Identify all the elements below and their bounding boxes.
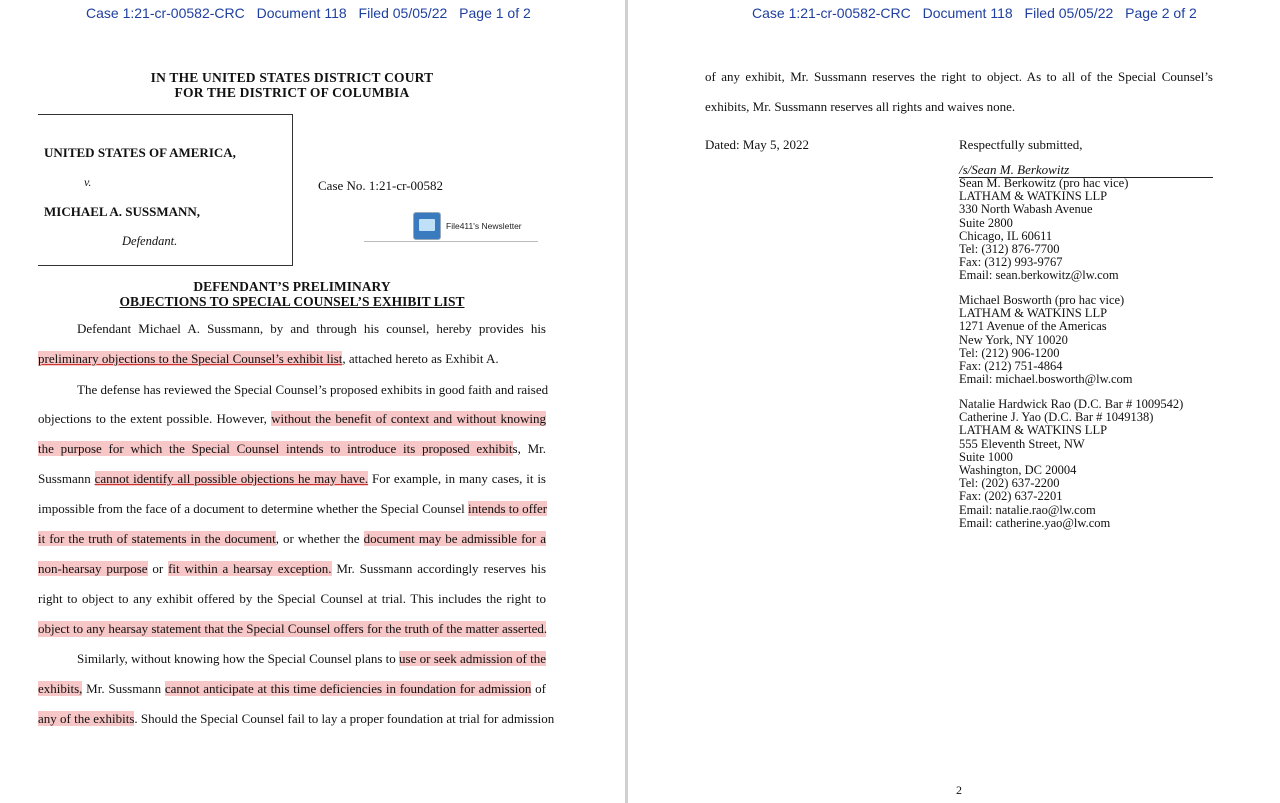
body-line [38,531,546,547]
highlight-seg: non-hearsay purpose [38,561,148,576]
highlight-seg: use or seek admission of the [399,651,547,666]
body-line [77,651,546,667]
attorney-line: 555 Eleventh Street, NW [959,436,1085,451]
attorney-line: Suite 2800 [959,215,1013,230]
page-count: Page 2 of 2 [1125,5,1197,21]
attorney-line: Tel: (312) 876-7700 [959,242,1060,257]
text-seg: or [147,561,169,576]
title-line-1: DEFENDANT’S PRELIMINARY [193,279,391,294]
plaintiff-name: UNITED STATES OF AMERICA, [44,145,236,160]
court-heading [38,70,546,100]
attorney-line: Michael Bosworth (pro hac vice) [959,293,1125,307]
attorney-line: Fax: (202) 637-2201 [959,489,1063,504]
document-title [38,279,546,309]
defendant-name: MICHAEL A. SUSSMANN, [44,204,201,219]
attorney-line: Fax: (212) 751-4864 [959,359,1063,374]
body-line [77,382,549,398]
body-line [38,351,546,367]
attorney-line: Suite 1000 [959,449,1013,464]
body-line [38,411,546,427]
body-line: exhibits, Mr. Sussmann reserves all rights and waives none. [705,99,1016,114]
body-line: of any exhibit, Mr. Sussmann reserves the right to object. As to all of the Special Counsel’s [705,69,1213,84]
attorney-line: Natalie Hardwick Rao (D.C. Bar # 1009542) [959,397,1184,411]
text-seg: For example, in many cases, it is [368,471,546,486]
text-seg: The defense has reviewed the Special Counsel’s proposed exhibits in good faith and raised [77,382,549,397]
body-line [38,441,546,457]
attorney-email[interactable]: Email: michael.bosworth@lw.com [959,372,1133,387]
filed-date: Filed 05/05/22 [358,5,448,21]
stamp-divider [364,241,538,242]
case-caption [38,114,293,266]
newsletter-icon [413,212,441,240]
body-line [77,321,546,337]
highlight-seg: preliminary objections to the Special Counsel’s exhibit list [38,351,343,366]
attorney-line: Washington, DC 20004 [959,463,1077,478]
highlight-seg: the purpose for which the Special Counsel intends to introduce its proposed exhibit [38,441,513,456]
text-seg: objections to the extent possible. However, [38,411,272,426]
attorney-line: Catherine J. Yao (D.C. Bar # 1049138) [959,410,1154,425]
text-seg: Sussmann [38,471,95,486]
attorney-line: LATHAM & WATKINS LLP [959,423,1108,438]
document-number: Document 118 [922,5,1013,21]
attorney-email[interactable]: Email: catherine.yao@lw.com [959,515,1111,530]
dated-line: Dated: May 5, 2022 [705,137,809,152]
attorney-line: 330 North Wabash Avenue [959,202,1093,217]
case-number-caption: Case No. 1:21-cr-00582 [318,178,444,193]
highlight-seg: it for the truth of statements in the document [38,531,276,546]
attorney-line: Tel: (202) 637-2200 [959,476,1060,491]
body-line [38,471,546,487]
text-seg: , or whether the [275,531,364,546]
attorney-line: LATHAM & WATKINS LLP [959,306,1108,321]
attorney-line: New York, NY 10020 [959,332,1068,347]
body-line [38,561,546,577]
text-seg: , attached hereto as Exhibit A. [342,351,499,366]
highlight-seg: cannot anticipate at this time deficiencies in foundation for admission [164,681,532,696]
attorney-line: Sean M. Berkowitz (pro hac vice) [959,176,1129,190]
text-seg: Mr. Sussmann accordingly reserves his [331,561,547,576]
text-seg: . Should the Special Counsel fail to lay a proper foundation at trial for admission [134,711,555,726]
text-seg: Similarly, without knowing how the Special Counsel plans to [77,651,400,666]
attorney-block-1 [959,177,1128,283]
text-seg: impossible from the face of a document to determine whether the Special Counsel [38,501,468,516]
case-number: Case 1:21-cr-00582-CRC [752,5,911,21]
newsletter-stamp[interactable] [413,212,522,240]
attorney-line: Fax: (312) 993-9767 [959,255,1063,270]
highlight-seg: object to any hearsay statement that the Special Counsel offers for the truth of the matter asserted. [38,621,548,636]
title-line-2: OBJECTIONS TO SPECIAL COUNSEL’S EXHIBIT LIST [119,294,465,309]
page-header [86,5,539,21]
attorney-line: LATHAM & WATKINS LLP [959,189,1108,204]
highlight-seg: intends to offer [467,501,548,516]
highlight-seg: without the benefit of context and without knowing [271,411,546,426]
versus: v. [84,175,92,189]
attorney-email[interactable]: Email: sean.berkowitz@lw.com [959,268,1119,283]
highlight-seg: fit within a hearsay exception. [168,561,332,576]
highlight-seg: any of the exhibits [38,711,135,726]
attorney-block-3 [959,398,1183,530]
highlight-seg: cannot identify all possible objections he may have. [94,471,369,486]
case-number: Case 1:21-cr-00582-CRC [86,5,245,21]
text-seg: Mr. Sussmann [82,681,165,696]
body-line [38,621,546,637]
attorney-block-2 [959,294,1133,386]
document-page-1 [0,0,625,803]
respectfully-submitted: Respectfully submitted, [959,137,1083,152]
page-number: 2 [956,783,962,797]
court-line-1: IN THE UNITED STATES DISTRICT COURT [150,70,434,85]
newsletter-label: File411's Newsletter [446,221,522,231]
text-seg: Defendant Michael A. Sussmann, by and through his counsel, hereby provides his [77,321,546,336]
attorney-line: Tel: (212) 906-1200 [959,345,1060,360]
body-line [38,591,546,607]
text-seg: right to object to any exhibit offered by the Special Counsel at trial. This includes the right to [38,591,546,606]
attorney-line: Chicago, IL 60611 [959,228,1053,243]
defendant-label: Defendant. [122,234,178,248]
text-seg: s, Mr. [512,441,546,456]
page-count: Page 1 of 2 [459,5,531,21]
document-number: Document 118 [256,5,347,21]
highlight-seg: document may be admissible for a [363,531,546,546]
page-header [752,5,1205,21]
attorney-line: 1271 Avenue of the Americas [959,319,1107,334]
attorney-email[interactable]: Email: natalie.rao@lw.com [959,502,1096,517]
filed-date: Filed 05/05/22 [1024,5,1114,21]
document-page-2 [628,0,1280,803]
court-line-2: FOR THE DISTRICT OF COLUMBIA [174,85,410,100]
body-line [38,681,546,697]
text-seg: of [531,681,546,696]
body-line [38,711,555,727]
highlight-seg: exhibits, [38,681,83,696]
body-line [38,501,546,517]
signature-line: /s/Sean M. Berkowitz [959,163,1213,178]
